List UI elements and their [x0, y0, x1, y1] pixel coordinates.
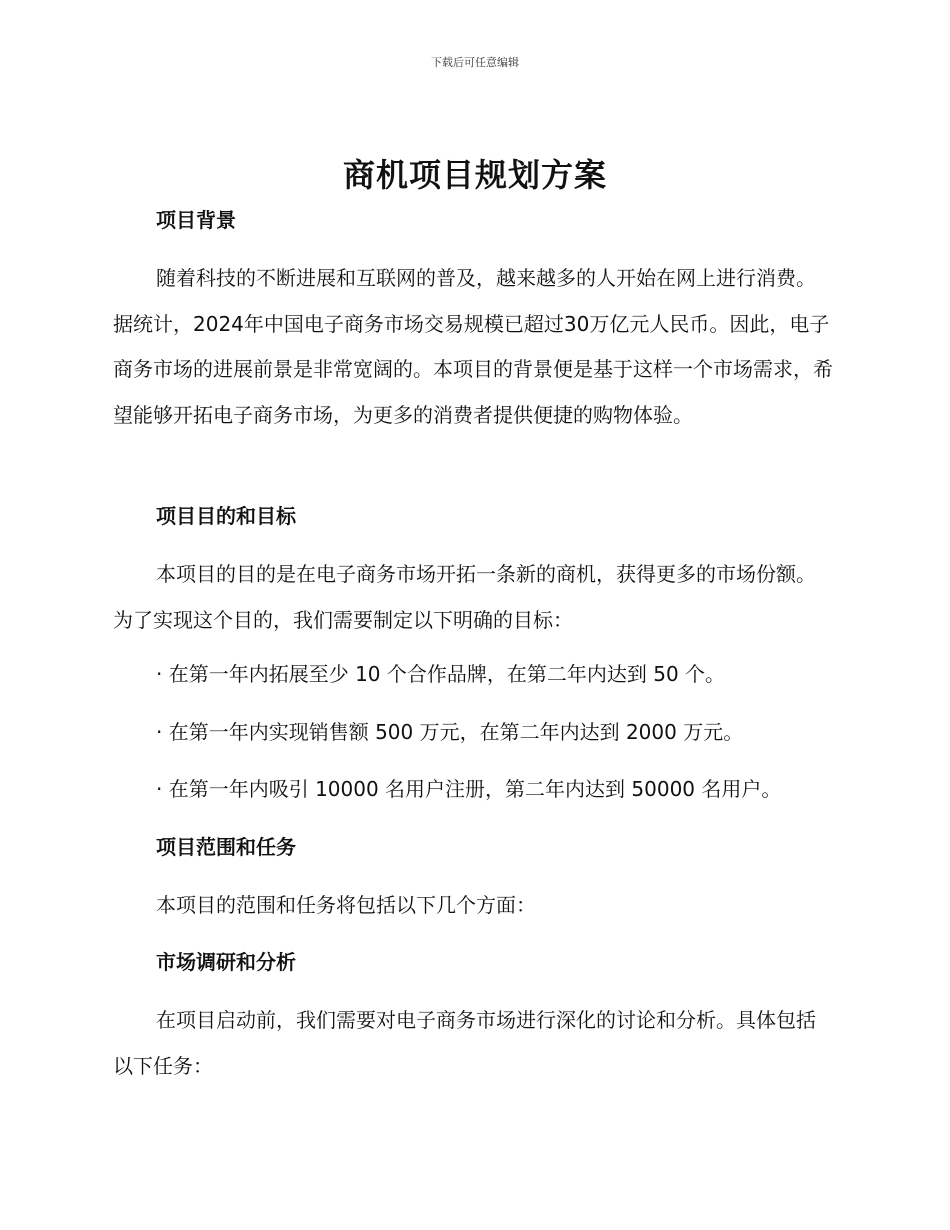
list-item-goal-2: · 在第一年内实现销售额 500 万元，在第二年内达到 2000 万元。: [156, 720, 744, 744]
heading-scope: 项目范围和任务: [156, 835, 296, 859]
paragraph-scope: 本项目的范围和任务将包括以下几个方面：: [156, 893, 536, 917]
header-note: 下载后可任意编辑: [431, 56, 519, 69]
list-item-goal-1: · 在第一年内拓展至少 10 个合作品牌，在第二年内达到 50 个。: [156, 662, 726, 686]
heading-background: 项目背景: [156, 208, 236, 232]
heading-research: 市场调研和分析: [156, 950, 296, 974]
paragraph-background: 随着科技的不断进展和互联网的普及，越来越多的人开始在网上进行消费。据统计，2024年中国电子商务市场交易规模已超过30万亿元人民币。因此，电子商务市场的进展前景是非常宽阔的。本项目的背景便是基于这样一个市场需求，希望能够开拓电子商务市场，为更多的消费者提供便捷的购物体验。: [113, 266, 833, 427]
document-title: 商机项目规划方案: [342, 156, 607, 194]
list-item-goal-3: · 在第一年内吸引 10000 名用户注册，第二年内达到 50000 名用户。: [156, 777, 782, 801]
heading-goals: 项目目的和目标: [156, 504, 296, 528]
paragraph-goals: 本项目的目的是在电子商务市场开拓一条新的商机，获得更多的市场份额。为了实现这个目的，我们需要制定以下明确的目标：: [113, 562, 816, 632]
paragraph-research: 在项目启动前，我们需要对电子商务市场进行深化的讨论和分析。具体包括以下任务：: [113, 1008, 816, 1078]
